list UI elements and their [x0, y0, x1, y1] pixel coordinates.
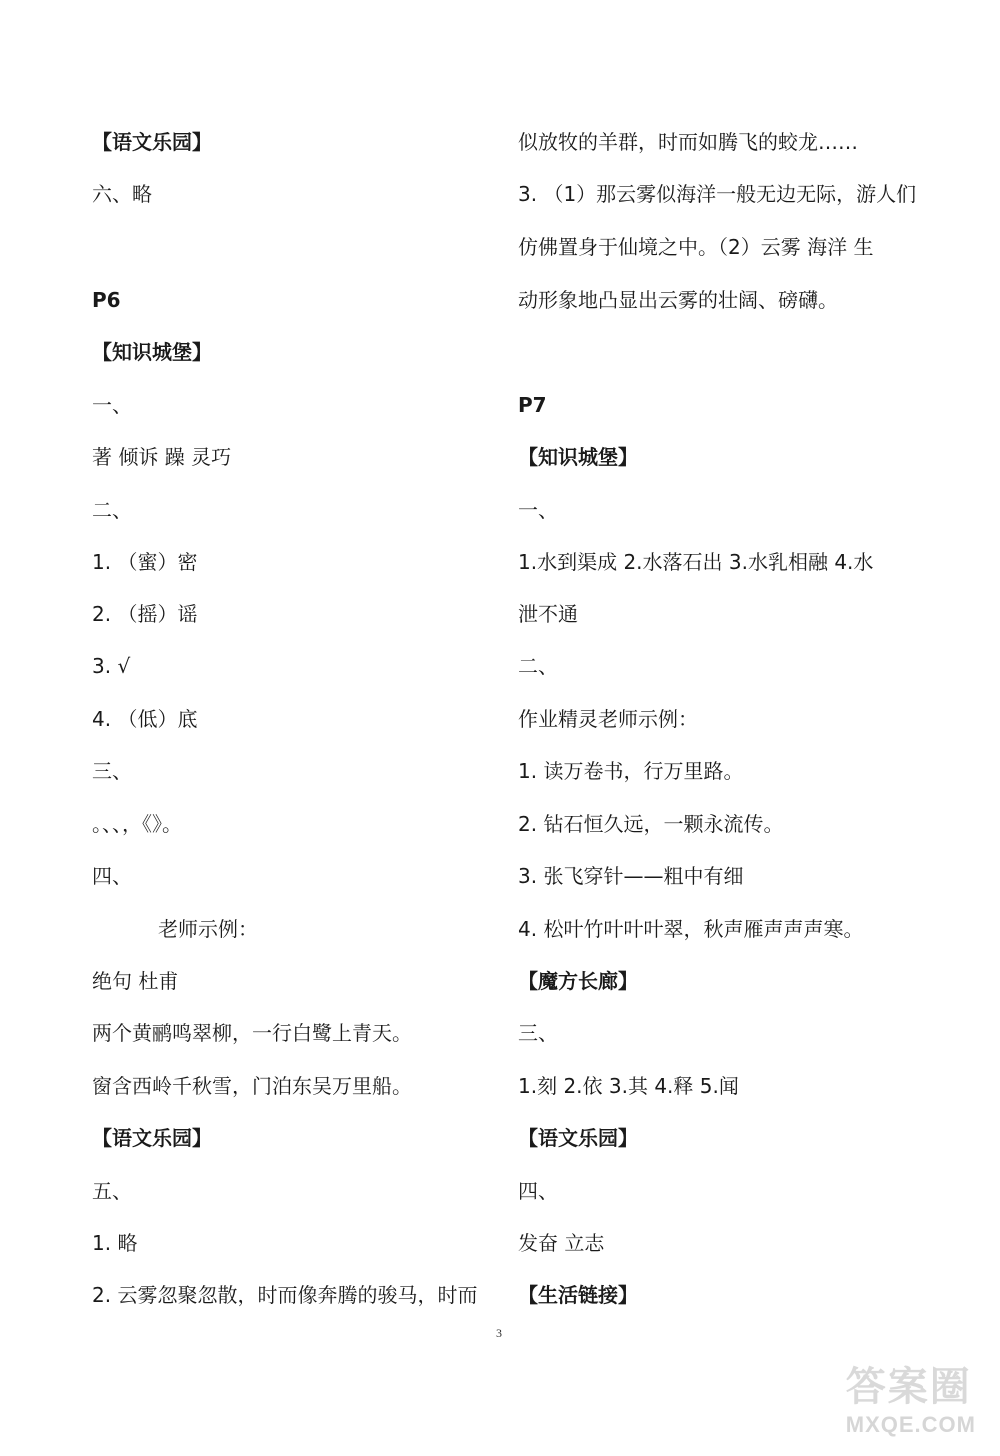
section-heading: 【语文乐园】: [92, 1126, 212, 1150]
text-line: 一、: [518, 498, 558, 522]
section-heading: 【生活链接】: [518, 1283, 638, 1307]
text-line: 六、略: [92, 182, 152, 206]
text-line: 仿佛置身于仙境之中。（2）云雾 海洋 生: [518, 235, 874, 259]
text-line: 4. 松叶竹叶叶叶翠，秋声雁声声声寒。: [518, 917, 864, 941]
text-line: 二、: [518, 654, 558, 678]
page-marker: P6: [92, 288, 121, 312]
text-line: 两个黄鹂鸣翠柳，一行白鹭上青天。: [92, 1021, 412, 1045]
text-line: 1. 略: [92, 1231, 138, 1255]
text-line: 三、: [518, 1021, 558, 1045]
section-heading: 【知识城堡】: [92, 340, 212, 364]
text-line: 4. （低）底: [92, 707, 198, 731]
section-heading: 【语文乐园】: [92, 130, 212, 154]
text-line: 2. 钻石恒久远，一颗永流传。: [518, 812, 784, 836]
page-marker: P7: [518, 393, 547, 417]
text-line: 1.水到渠成 2.水落石出 3.水乳相融 4.水: [518, 550, 874, 574]
text-line: 1.刻 2.依 3.其 4.释 5.闻: [518, 1074, 739, 1098]
text-line: 2. 云雾忽聚忽散，时而像奔腾的骏马，时而: [92, 1283, 478, 1307]
text-line: 四、: [518, 1179, 558, 1203]
text-line: 。、、，《》。: [92, 812, 182, 836]
text-line: 发奋 立志: [518, 1231, 605, 1255]
text-line: 2. （摇）谣: [92, 602, 198, 626]
text-line: 3. （1）那云雾似海洋一般无边无际，游人们: [518, 182, 917, 206]
text-line: 著 倾诉 躁 灵巧: [92, 445, 232, 469]
text-line: 1. （蜜）密: [92, 550, 198, 574]
site-watermark: [846, 1355, 976, 1438]
text-line: 老师示例：: [158, 917, 258, 941]
text-line: 3. √: [92, 654, 131, 678]
text-line: 五、: [92, 1179, 132, 1203]
text-line: 四、: [92, 864, 132, 888]
text-line: 泄不通: [518, 602, 578, 626]
watermark-url: MXQE.COM: [845, 1412, 976, 1437]
section-heading: 【魔方长廊】: [518, 969, 638, 993]
section-heading: 【知识城堡】: [518, 445, 638, 469]
text-line: 一、: [92, 393, 132, 417]
text-line: 似放牧的羊群，时而如腾飞的蛟龙……: [518, 130, 858, 154]
text-line: 二、: [92, 498, 132, 522]
text-line: 窗含西岭千秋雪，门泊东吴万里船。: [92, 1074, 412, 1098]
section-heading: 【语文乐园】: [518, 1126, 638, 1150]
page-number: 3: [496, 1326, 502, 1340]
text-line: 1. 读万卷书，行万里路。: [518, 759, 744, 783]
text-line: 三、: [92, 759, 132, 783]
text-line: 动形象地凸显出云雾的壮阔、磅礴。: [518, 288, 838, 312]
text-line: 3. 张飞穿针——粗中有细: [518, 864, 744, 888]
watermark-logo-text: 答案圈: [845, 1365, 972, 1409]
text-line: 绝句 杜甫: [92, 969, 179, 993]
text-line: 作业精灵老师示例：: [518, 707, 698, 731]
